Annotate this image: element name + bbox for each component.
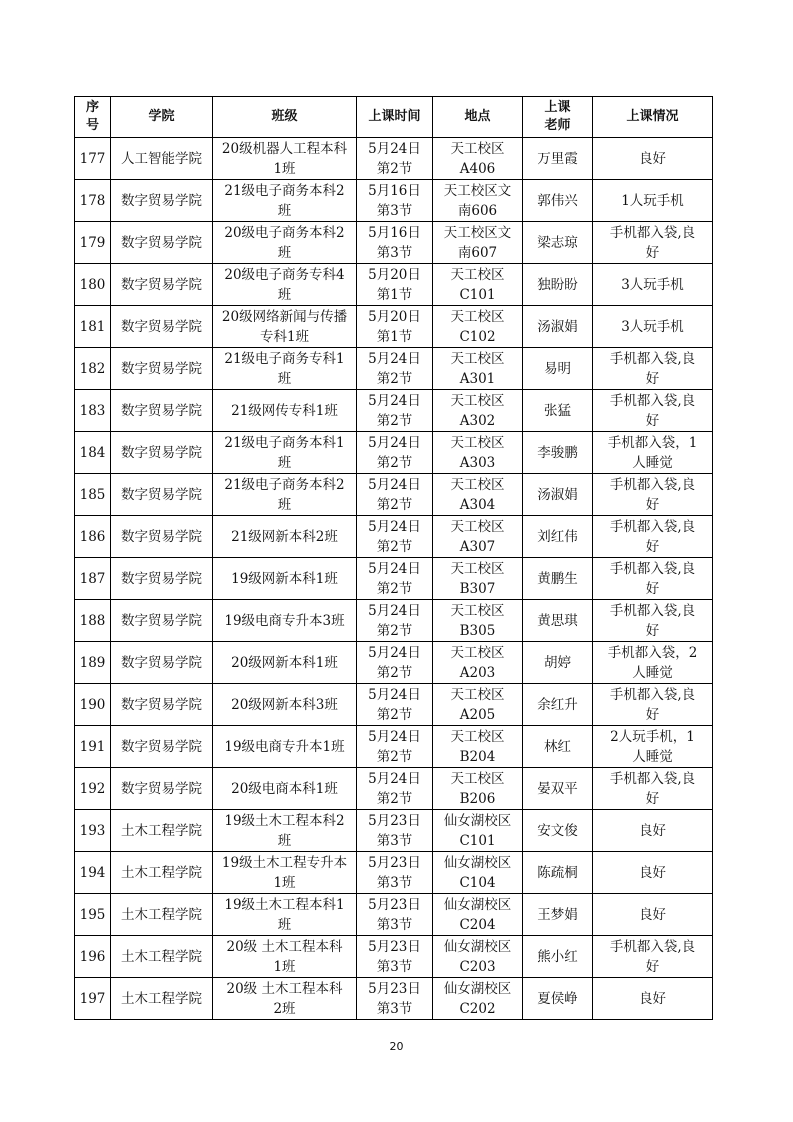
cell-college: 数字贸易学院 <box>111 768 213 810</box>
cell-teacher: 万里霞 <box>523 138 593 180</box>
cell-college: 土木工程学院 <box>111 894 213 936</box>
cell-status: 1人玩手机 <box>593 180 713 222</box>
cell-time: 5月20日 第1节 <box>357 306 433 348</box>
cell-time: 5月23日 第3节 <box>357 894 433 936</box>
cell-teacher: 夏侯峥 <box>523 978 593 1020</box>
cell-num: 187 <box>75 558 111 600</box>
cell-status: 手机都入袋，2 人睡觉 <box>593 642 713 684</box>
table-row <box>75 138 713 180</box>
cell-teacher: 陈疏桐 <box>523 852 593 894</box>
cell-class: 20级 土木工程本科 2班 <box>213 978 357 1020</box>
cell-num: 185 <box>75 474 111 516</box>
cell-college: 土木工程学院 <box>111 978 213 1020</box>
cell-college: 数字贸易学院 <box>111 558 213 600</box>
cell-place: 天工校区 B206 <box>433 768 523 810</box>
cell-teacher: 胡婷 <box>523 642 593 684</box>
cell-class: 21级电子商务本科2 班 <box>213 474 357 516</box>
cell-place: 天工校区 A302 <box>433 390 523 432</box>
cell-class: 19级土木工程专升本 1班 <box>213 852 357 894</box>
cell-college: 数字贸易学院 <box>111 642 213 684</box>
cell-time: 5月24日 第2节 <box>357 600 433 642</box>
cell-teacher: 熊小红 <box>523 936 593 978</box>
cell-num: 196 <box>75 936 111 978</box>
cell-status: 3人玩手机 <box>593 306 713 348</box>
cell-status: 手机都入袋,良 好 <box>593 390 713 432</box>
cell-time: 5月23日 第3节 <box>357 978 433 1020</box>
cell-class: 19级电商专升本1班 <box>213 726 357 768</box>
table-row <box>75 894 713 936</box>
cell-college: 数字贸易学院 <box>111 390 213 432</box>
cell-status: 良好 <box>593 978 713 1020</box>
cell-class: 20级网络新闻与传播 专科1班 <box>213 306 357 348</box>
cell-status: 3人玩手机 <box>593 264 713 306</box>
cell-time: 5月20日 第1节 <box>357 264 433 306</box>
cell-num: 194 <box>75 852 111 894</box>
cell-time: 5月24日 第2节 <box>357 432 433 474</box>
cell-time: 5月24日 第2节 <box>357 516 433 558</box>
cell-time: 5月23日 第3节 <box>357 936 433 978</box>
cell-college: 数字贸易学院 <box>111 726 213 768</box>
table-row <box>75 810 713 852</box>
inspection-table <box>74 96 713 1020</box>
cell-num: 192 <box>75 768 111 810</box>
cell-class: 19级网新本科1班 <box>213 558 357 600</box>
cell-status: 2人玩手机，1 人睡觉 <box>593 726 713 768</box>
cell-num: 186 <box>75 516 111 558</box>
cell-teacher: 张猛 <box>523 390 593 432</box>
cell-class: 21级电子商务本科1 班 <box>213 432 357 474</box>
cell-num: 188 <box>75 600 111 642</box>
table-row <box>75 516 713 558</box>
cell-time: 5月23日 第3节 <box>357 810 433 852</box>
cell-teacher: 黄鹏生 <box>523 558 593 600</box>
cell-time: 5月24日 第2节 <box>357 768 433 810</box>
cell-college: 数字贸易学院 <box>111 474 213 516</box>
cell-num: 180 <box>75 264 111 306</box>
cell-num: 184 <box>75 432 111 474</box>
table-header <box>75 97 713 138</box>
table-row <box>75 852 713 894</box>
cell-college: 人工智能学院 <box>111 138 213 180</box>
cell-status: 手机都入袋,良 好 <box>593 600 713 642</box>
cell-status: 手机都入袋,良 好 <box>593 516 713 558</box>
cell-class: 20级 土木工程本科 1班 <box>213 936 357 978</box>
table-row <box>75 348 713 390</box>
cell-num: 183 <box>75 390 111 432</box>
cell-time: 5月16日 第3节 <box>357 222 433 264</box>
cell-status: 手机都入袋,良 好 <box>593 558 713 600</box>
cell-teacher: 林红 <box>523 726 593 768</box>
table-body <box>75 138 713 1020</box>
cell-class: 20级网新本科3班 <box>213 684 357 726</box>
cell-class: 19级土木工程本科2 班 <box>213 810 357 852</box>
col-header-status: 上课情况 <box>593 97 713 138</box>
cell-place: 仙女湖校区 C104 <box>433 852 523 894</box>
cell-college: 数字贸易学院 <box>111 222 213 264</box>
cell-place: 天工校区 A205 <box>433 684 523 726</box>
cell-class: 20级网新本科1班 <box>213 642 357 684</box>
cell-status: 手机都入袋,良 好 <box>593 474 713 516</box>
table-row <box>75 222 713 264</box>
cell-time: 5月16日 第3节 <box>357 180 433 222</box>
col-header-teacher: 上课 老师 <box>523 97 593 138</box>
cell-place: 天工校区 A203 <box>433 642 523 684</box>
cell-teacher: 李骏鹏 <box>523 432 593 474</box>
cell-teacher: 余红升 <box>523 684 593 726</box>
cell-place: 天工校区 A304 <box>433 474 523 516</box>
cell-status: 手机都入袋,良 好 <box>593 768 713 810</box>
table-row <box>75 936 713 978</box>
cell-place: 天工校区 B204 <box>433 726 523 768</box>
cell-place: 仙女湖校区 C202 <box>433 978 523 1020</box>
cell-time: 5月24日 第2节 <box>357 558 433 600</box>
cell-class: 20级电子商务专科4 班 <box>213 264 357 306</box>
cell-place: 天工校区 C102 <box>433 306 523 348</box>
cell-status: 手机都入袋,良 好 <box>593 684 713 726</box>
table-row <box>75 390 713 432</box>
cell-num: 197 <box>75 978 111 1020</box>
cell-teacher: 郭伟兴 <box>523 180 593 222</box>
cell-time: 5月24日 第2节 <box>357 390 433 432</box>
cell-college: 数字贸易学院 <box>111 432 213 474</box>
col-header-time: 上课时间 <box>357 97 433 138</box>
cell-place: 天工校区文 南607 <box>433 222 523 264</box>
table-row <box>75 180 713 222</box>
cell-time: 5月24日 第2节 <box>357 138 433 180</box>
cell-place: 天工校区文 南606 <box>433 180 523 222</box>
cell-teacher: 刘红伟 <box>523 516 593 558</box>
cell-teacher: 黄思琪 <box>523 600 593 642</box>
table-row <box>75 432 713 474</box>
cell-college: 土木工程学院 <box>111 936 213 978</box>
cell-status: 手机都入袋,良 好 <box>593 348 713 390</box>
cell-class: 20级电子商务本科2 班 <box>213 222 357 264</box>
cell-class: 19级土木工程本科1 班 <box>213 894 357 936</box>
cell-status: 良好 <box>593 852 713 894</box>
cell-status: 良好 <box>593 138 713 180</box>
cell-teacher: 安文俊 <box>523 810 593 852</box>
cell-college: 数字贸易学院 <box>111 264 213 306</box>
cell-num: 189 <box>75 642 111 684</box>
cell-time: 5月24日 第2节 <box>357 348 433 390</box>
cell-place: 天工校区 A301 <box>433 348 523 390</box>
cell-num: 177 <box>75 138 111 180</box>
cell-college: 土木工程学院 <box>111 852 213 894</box>
table-row <box>75 768 713 810</box>
cell-class: 21级电子商务本科2 班 <box>213 180 357 222</box>
cell-teacher: 汤淑娟 <box>523 306 593 348</box>
cell-status: 良好 <box>593 894 713 936</box>
cell-college: 数字贸易学院 <box>111 180 213 222</box>
cell-time: 5月24日 第2节 <box>357 726 433 768</box>
cell-time: 5月24日 第2节 <box>357 474 433 516</box>
cell-status: 手机都入袋,良 好 <box>593 936 713 978</box>
table-row <box>75 474 713 516</box>
table-row <box>75 600 713 642</box>
cell-num: 195 <box>75 894 111 936</box>
cell-college: 土木工程学院 <box>111 810 213 852</box>
col-header-college: 学院 <box>111 97 213 138</box>
cell-place: 天工校区 A406 <box>433 138 523 180</box>
cell-num: 178 <box>75 180 111 222</box>
table-row <box>75 558 713 600</box>
cell-place: 仙女湖校区 C101 <box>433 810 523 852</box>
cell-college: 数字贸易学院 <box>111 684 213 726</box>
col-header-num: 序 号 <box>75 97 111 138</box>
cell-time: 5月23日 第3节 <box>357 852 433 894</box>
cell-place: 天工校区 B307 <box>433 558 523 600</box>
cell-class: 21级网传专科1班 <box>213 390 357 432</box>
cell-class: 20级机器人工程本科 1班 <box>213 138 357 180</box>
cell-teacher: 独盼盼 <box>523 264 593 306</box>
cell-time: 5月24日 第2节 <box>357 642 433 684</box>
cell-teacher: 易明 <box>523 348 593 390</box>
cell-num: 193 <box>75 810 111 852</box>
cell-teacher: 汤淑娟 <box>523 474 593 516</box>
table-row <box>75 684 713 726</box>
cell-num: 190 <box>75 684 111 726</box>
cell-place: 天工校区 C101 <box>433 264 523 306</box>
cell-place: 天工校区 A303 <box>433 432 523 474</box>
table-row <box>75 726 713 768</box>
cell-place: 仙女湖校区 C203 <box>433 936 523 978</box>
cell-teacher: 王梦娟 <box>523 894 593 936</box>
cell-status: 手机都入袋，1 人睡觉 <box>593 432 713 474</box>
cell-class: 19级电商专升本3班 <box>213 600 357 642</box>
cell-num: 181 <box>75 306 111 348</box>
cell-place: 天工校区 A307 <box>433 516 523 558</box>
table-row <box>75 978 713 1020</box>
cell-status: 良好 <box>593 810 713 852</box>
cell-num: 179 <box>75 222 111 264</box>
cell-teacher: 梁志琼 <box>523 222 593 264</box>
cell-college: 数字贸易学院 <box>111 348 213 390</box>
page-number: 20 <box>389 1040 404 1053</box>
cell-place: 天工校区 B305 <box>433 600 523 642</box>
cell-class: 20级电商本科1班 <box>213 768 357 810</box>
table-row <box>75 306 713 348</box>
cell-num: 191 <box>75 726 111 768</box>
cell-college: 数字贸易学院 <box>111 306 213 348</box>
cell-time: 5月24日 第2节 <box>357 684 433 726</box>
cell-college: 数字贸易学院 <box>111 600 213 642</box>
cell-class: 21级电子商务专科1 班 <box>213 348 357 390</box>
cell-college: 数字贸易学院 <box>111 516 213 558</box>
table-row <box>75 642 713 684</box>
cell-place: 仙女湖校区 C204 <box>433 894 523 936</box>
header-row <box>75 97 713 138</box>
cell-status: 手机都入袋,良 好 <box>593 222 713 264</box>
cell-teacher: 晏双平 <box>523 768 593 810</box>
cell-num: 182 <box>75 348 111 390</box>
cell-class: 21级网新本科2班 <box>213 516 357 558</box>
col-header-class: 班级 <box>213 97 357 138</box>
table-row <box>75 264 713 306</box>
col-header-place: 地点 <box>433 97 523 138</box>
